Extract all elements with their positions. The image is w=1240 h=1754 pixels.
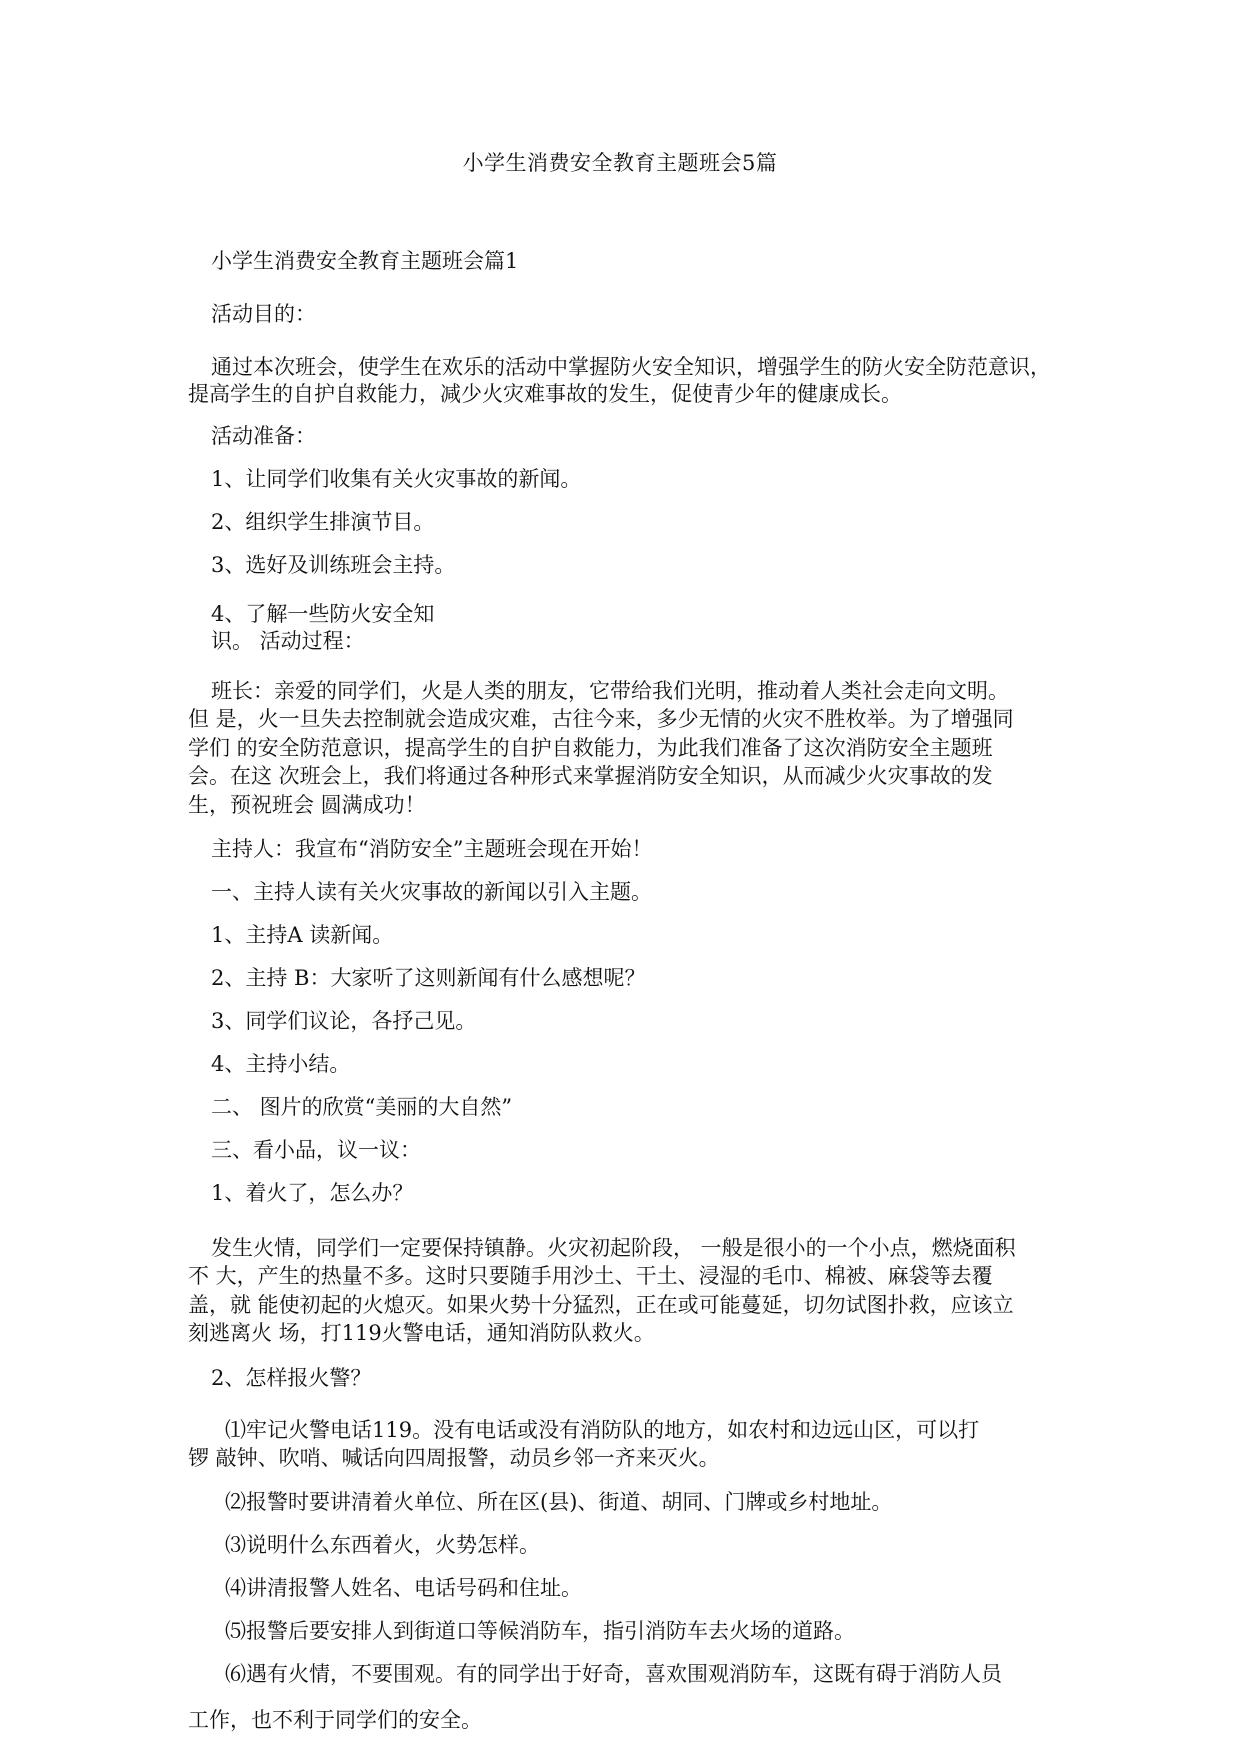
list-item: 2、怎样报火警？ [211, 1366, 372, 1390]
list-item: 2、主持 B：大家听了这则新闻有什么感想呢？ [211, 966, 646, 990]
paragraph-line: 会。在这 次班会上，我们将通过各种形式来掌握消防安全知识，从而减少火灾事故的发 [188, 764, 993, 788]
paragraph-line: 发生火情，同学们一定要保持镇静。火灾初起阶段， 一般是很小的一个小点，燃烧面积 [211, 1236, 1016, 1260]
paragraph-line: 三、看小品，议一议： [211, 1138, 421, 1162]
list-item: 1、着火了，怎么办？ [211, 1181, 414, 1205]
section-heading: 小学生消费安全教育主题班会篇1 [211, 249, 519, 273]
list-item: ⑴牢记火警电话119。没有电话或没有消防队的地方，如农村和边远山区，可以打 [225, 1418, 980, 1442]
list-item: 3、选好及训练班会主持。 [211, 553, 456, 577]
list-item: 4、了解一些防火安全知 [211, 602, 435, 626]
paragraph-line: 识。 活动过程： [211, 629, 365, 653]
paragraph-line: 生，预祝班会 圆满成功！ [188, 793, 426, 817]
paragraph-line: 盖，就 能使初起的火熄灭。如果火势十分猛烈，正在或可能蔓延，切勿试图扑救，应该立 [188, 1293, 1014, 1317]
list-item: ⑵报警时要讲清着火单位、所在区(县)、街道、胡同、门牌或乡村地址。 [225, 1490, 893, 1514]
paragraph-line: 二、 图片的欣赏“美丽的大自然” [211, 1095, 513, 1119]
paragraph-line: 班长：亲爱的同学们，火是人类的朋友，它带给我们光明，推动着人类社会走向文明。 [211, 679, 1009, 703]
paragraph-line: 通过本次班会，使学生在欢乐的活动中掌握防火安全知识，增强学生的防火安全防范意识， [211, 355, 1051, 379]
list-item: 2、组织学生排演节目。 [211, 510, 435, 534]
paragraph-line: 提高学生的自护自救能力，减少火灾难事故的发生，促使青少年的健康成长。 [188, 382, 902, 406]
list-item: 1、让同学们收集有关火灾事故的新闻。 [211, 467, 582, 491]
list-item: 3、同学们议论，各抒己见。 [211, 1009, 477, 1033]
paragraph-line: 但 是，火一旦失去控制就会造成灾难，古往今来，多少无情的火灾不胜枚举。为了增强同 [188, 707, 1014, 731]
paragraph-line: 一、主持人读有关火灾事故的新闻以引入主题。 [211, 880, 652, 904]
paragraph-line: 活动目的： [211, 302, 316, 326]
list-item: 1、主持A 读新闻。 [211, 923, 394, 947]
list-item: ⑸报警后要安排人到街道口等候消防车，指引消防车去火场的道路。 [225, 1619, 855, 1643]
list-item: 4、主持小结。 [211, 1052, 351, 1076]
document-title: 小学生消费安全教育主题班会5篇 [462, 151, 778, 175]
paragraph-line: 不 大，产生的热量不多。这时只要随手用沙土、干土、浸湿的毛巾、棉被、麻袋等去覆 [188, 1264, 993, 1288]
paragraph-line: 工作，也不利于同学们的安全。 [188, 1708, 482, 1732]
paragraph-line: 主持人：我宣布“消防安全”主题班会现在开始！ [211, 837, 653, 861]
paragraph-line: 刻逃离火 场，打119火警电话，通知消防队救火。 [188, 1321, 655, 1345]
paragraph-line: 锣 敲钟、吹哨、喊话向四周报警，动员乡邻一齐来灭火。 [188, 1446, 720, 1470]
list-item: ⑶说明什么东西着火，火势怎样。 [225, 1533, 540, 1557]
paragraph-line: 学们 的安全防范意识，提高学生的自护自救能力，为此我们准备了这次消防安全主题班 [188, 736, 993, 760]
paragraph-line: 活动准备： [211, 424, 316, 448]
list-item: ⑹遇有火情，不要围观。有的同学出于好奇，喜欢围观消防车，这既有碍于消防人员 [225, 1662, 1002, 1686]
list-item: ⑷讲清报警人姓名、电话号码和住址。 [225, 1576, 582, 1600]
